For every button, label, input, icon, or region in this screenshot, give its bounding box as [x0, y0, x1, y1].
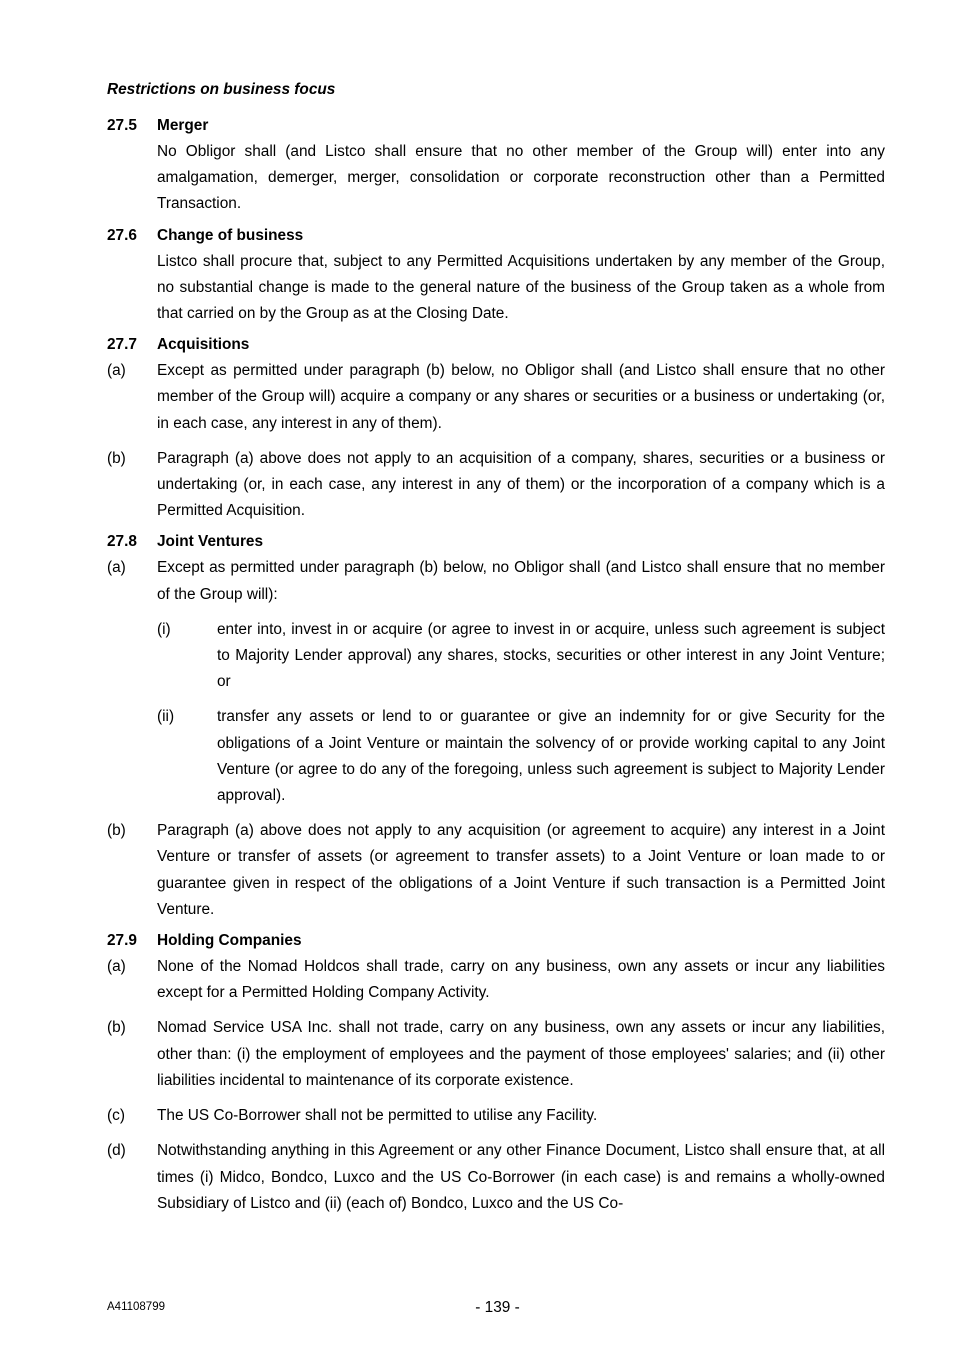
- section-title: Acquisitions: [157, 336, 250, 354]
- section-heading: [107, 532, 885, 552]
- section-number: 27.9: [107, 932, 137, 950]
- list-item: [107, 446, 885, 525]
- section-body: No Obligor shall (and Listco shall ensure that no other member of the Group will) enter into any amalgamation, demerger, merger, consolidation or corporate reconstruction other than a Permitted Transaction.: [157, 143, 885, 213]
- item-label: (a): [107, 958, 126, 976]
- section-heading: [107, 931, 885, 951]
- item-label: (a): [107, 559, 126, 577]
- document-reference: A41108799: [107, 1301, 165, 1313]
- sub-list-item: [157, 704, 885, 809]
- section-number: 27.8: [107, 533, 137, 551]
- list-item: [107, 358, 885, 437]
- subitem-text: enter into, invest in or acquire (or agree to invest in or acquire, unless such agreement is subject to Majority Lender approval) any shares, stocks, securities or other interest in any Joint Venture; or: [217, 620, 885, 691]
- document-body: [107, 116, 885, 1217]
- section-heading: [107, 116, 885, 136]
- section-heading: [107, 226, 885, 246]
- subitem-label: (i): [157, 620, 171, 638]
- section-title: Joint Ventures: [157, 533, 264, 551]
- subitem-text: transfer any assets or lend to or guarantee or give an indemnity for or give Security for the obligations of a Joint Venture or maintain the solvency of or provide working capital to any Joint Venture (or agree to do any of the foregoing, unless such agreement is subject to Majority Lender approval).: [217, 708, 885, 805]
- section-group-heading: Restrictions on business focus: [107, 81, 336, 98]
- item-text: The US Co-Borrower shall not be permitted to utilise any Facility.: [157, 1107, 598, 1125]
- section-number: 27.5: [107, 117, 137, 134]
- section-heading: [107, 335, 885, 355]
- list-item: [107, 1015, 885, 1094]
- section-number: 27.7: [107, 336, 137, 354]
- section-27-5: [107, 116, 885, 218]
- item-label: (b): [107, 449, 126, 467]
- page-number: - 139 -: [475, 1299, 520, 1316]
- section-27-9: [107, 931, 885, 1217]
- list-item: [107, 954, 885, 1006]
- section-number: 27.6: [107, 226, 137, 244]
- list-item: [107, 1138, 885, 1217]
- item-text: Paragraph (a) above does not apply to any acquisition (or agreement to acquire) any interest in a Joint Venture or transfer of assets (or agreement to transfer assets) to a Joint Venture or loan made to or guarantee given in respect of the obligations of a Joint Venture if such transaction is a Permitted Joint Venture.: [157, 822, 885, 918]
- item-text: Except as permitted under paragraph (b) below, no Obligor shall (and Listco shall ensure that no other member of the Group will) acquire a company or any shares or securities or a business or undertaking (or, in each case, any interest in any of them).: [157, 362, 885, 432]
- list-item: [107, 555, 885, 607]
- section-27-6: [107, 226, 885, 328]
- list-item: [107, 1103, 885, 1129]
- subitem-label: (ii): [157, 708, 175, 726]
- sub-list-item: [157, 617, 885, 696]
- item-label: (b): [107, 822, 126, 840]
- item-text: Notwithstanding anything in this Agreement or any other Finance Document, Listco shall ensure that, at all times (i) Midco, Bondco, Luxco and the US Co-Borrower (in each case) is and remains a wholly-owned Subsidiary of Listco and (ii) (each of) Bondco, Luxco and the US Co-: [157, 1142, 885, 1212]
- section-27-7: [107, 335, 885, 524]
- item-label: (c): [107, 1107, 125, 1125]
- item-label: (b): [107, 1019, 126, 1037]
- section-title: Holding Companies: [157, 932, 302, 950]
- list-item: [107, 818, 885, 923]
- item-text: Except as permitted under paragraph (b) below, no Obligor shall (and Listco shall ensure that no member of the Group will):: [157, 559, 885, 603]
- section-27-8: [107, 532, 885, 923]
- section-title: Change of business: [157, 226, 304, 244]
- section-body: Listco shall procure that, subject to any Permitted Acquisitions undertaken by any member of the Group, no substantial change is made to the general nature of the business of the Group taken as a whole from that carried on by the Group as at the Closing Date.: [157, 252, 885, 323]
- item-text: Nomad Service USA Inc. shall not trade, carry on any business, own any assets or incur any liabilities, other than: (i) the employment of employees and the payment of those employees' salaries; and (ii) other liabilities incidental to maintenance of its corporate existence.: [157, 1019, 885, 1089]
- item-text: None of the Nomad Holdcos shall trade, carry on any business, own any assets or incur any liabilities except for a Permitted Holding Company Activity.: [157, 958, 885, 1002]
- section-title: Merger: [157, 117, 209, 134]
- item-label: (a): [107, 362, 126, 380]
- item-label: (d): [107, 1142, 126, 1160]
- item-text: Paragraph (a) above does not apply to an acquisition of a company, shares, securities or a business or undertaking (or, in each case, any interest in any of them) or the incorporation of a company which is a Permitted Acquisition.: [157, 449, 885, 520]
